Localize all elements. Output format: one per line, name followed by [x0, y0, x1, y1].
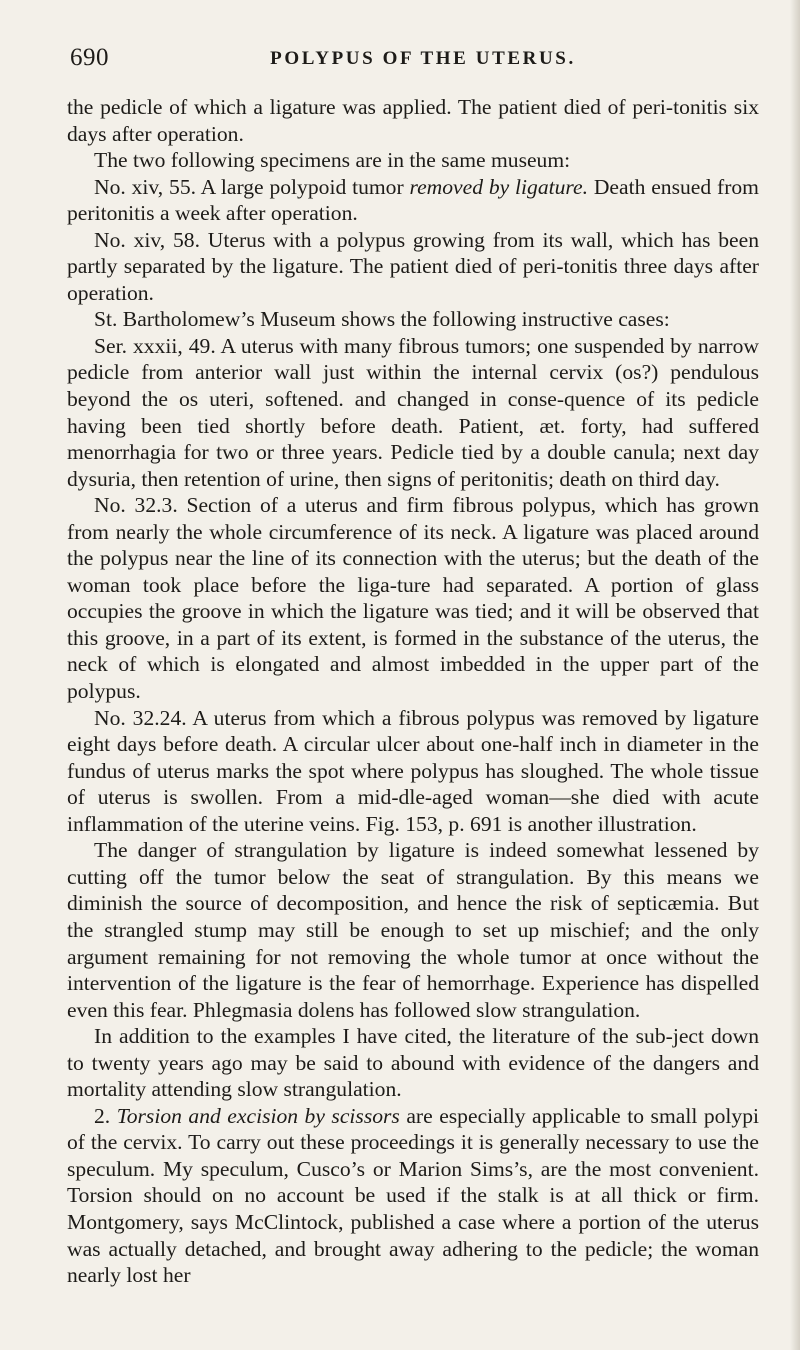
italic-phrase: Torsion and excision by scissors — [116, 1103, 400, 1128]
paragraph-continuation: the pedicle of which a ligature was applied. The patient died of peri-tonitis six days after operation. — [67, 95, 759, 146]
paragraph: St. Bartholomew’s Museum shows the following instructive cases: — [94, 307, 670, 332]
page-edge-shadow — [790, 0, 800, 1350]
paragraph-lead: No. xiv, 55. A large polypoid tumor — [94, 174, 410, 199]
paragraph: Ser. xxxii, 49. A uterus with many fibrous tumors; one suspended by narrow pedicle from anterior wall just within the internal cervix (os?) pendulous beyond the os uteri, softened. and changed in conse-quence of its pedicle having been tied shortly before death. Patient, æt. forty, had suffered menorrhagia for two or three years. Pedicle tied by a double canula; next day dysuria, then retention of urine, then signs of peritonitis; death on third day. — [67, 333, 759, 491]
paragraph-tail: Death ensued from peritonitis a week after operation. — [67, 174, 759, 226]
paragraph: No. xiv, 58. Uterus with a polypus growing from its wall, which has been partly separated by the ligature. The patient died of peri-tonitis three days after operation. — [67, 227, 759, 305]
paragraph-tail: are especially applicable to small polypi of the cervix. To carry out these proceedings it is generally necessary to use the speculum. My speculum, Cusco’s or Marion Sims’s, are the most convenient. Torsion should on no account be used if the stalk is at all thick or firm. Montgomery, says McClintock, published a case where a portion of the uterus was actually detached, and brought away adhering to the pedicle; the woman nearly lost her — [67, 1103, 760, 1288]
body-text — [67, 94, 759, 1289]
paragraph-lead: 2. — [94, 1103, 117, 1128]
paragraph — [67, 1103, 759, 1289]
paragraph: No. 32.24. A uterus from which a fibrous polypus was removed by ligature eight days before death. A circular ulcer about one-half inch in diameter in the fundus of uterus marks the spot where polypus has sloughed. The whole tissue of uterus is swollen. From a mid-dle-aged woman—she died with acute inflammation of the uterine veins. Fig. 153, p. 691 is another illustration. — [67, 705, 759, 836]
running-head: POLYPUS OF THE UTERUS. — [270, 48, 576, 69]
paragraph: The two following specimens are in the same museum: — [94, 148, 571, 173]
page-number: 690 — [70, 44, 109, 71]
paragraph: No. 32.3. Section of a uterus and firm fibrous polypus, which has grown from nearly the whole circumference of its neck. A ligature was placed around the polypus near the line of its connection with the uterus; but the death of the woman took place before the liga-ture had separated. A portion of glass occupies the groove in which the ligature was tied; and it will be observed that this groove, in a part of its extent, is formed in the substance of the uterus, the neck of which is elongated and almost imbedded in the upper part of the polypus. — [67, 493, 759, 704]
paragraph — [67, 174, 759, 227]
page-header — [70, 44, 750, 78]
paragraph: The danger of strangulation by ligature is indeed somewhat lessened by cutting off the tumor below the seat of strangulation. By this means we diminish the source of decomposition, and hence the risk of septicæmia. But the strangled stump may still be enough to set up mischief; and the only argument remaining for not removing the whole tumor at once without the intervention of the ligature is the fear of hemorrhage. Experience has dispelled even this fear. Phlegmasia dolens has followed slow strangulation. — [67, 838, 759, 1022]
italic-phrase: removed by ligature. — [409, 174, 589, 199]
paragraph: In addition to the examples I have cited, the literature of the sub-ject down to twenty years ago may be said to abound with evidence of the dangers and mortality attending slow strangulation. — [67, 1024, 759, 1102]
